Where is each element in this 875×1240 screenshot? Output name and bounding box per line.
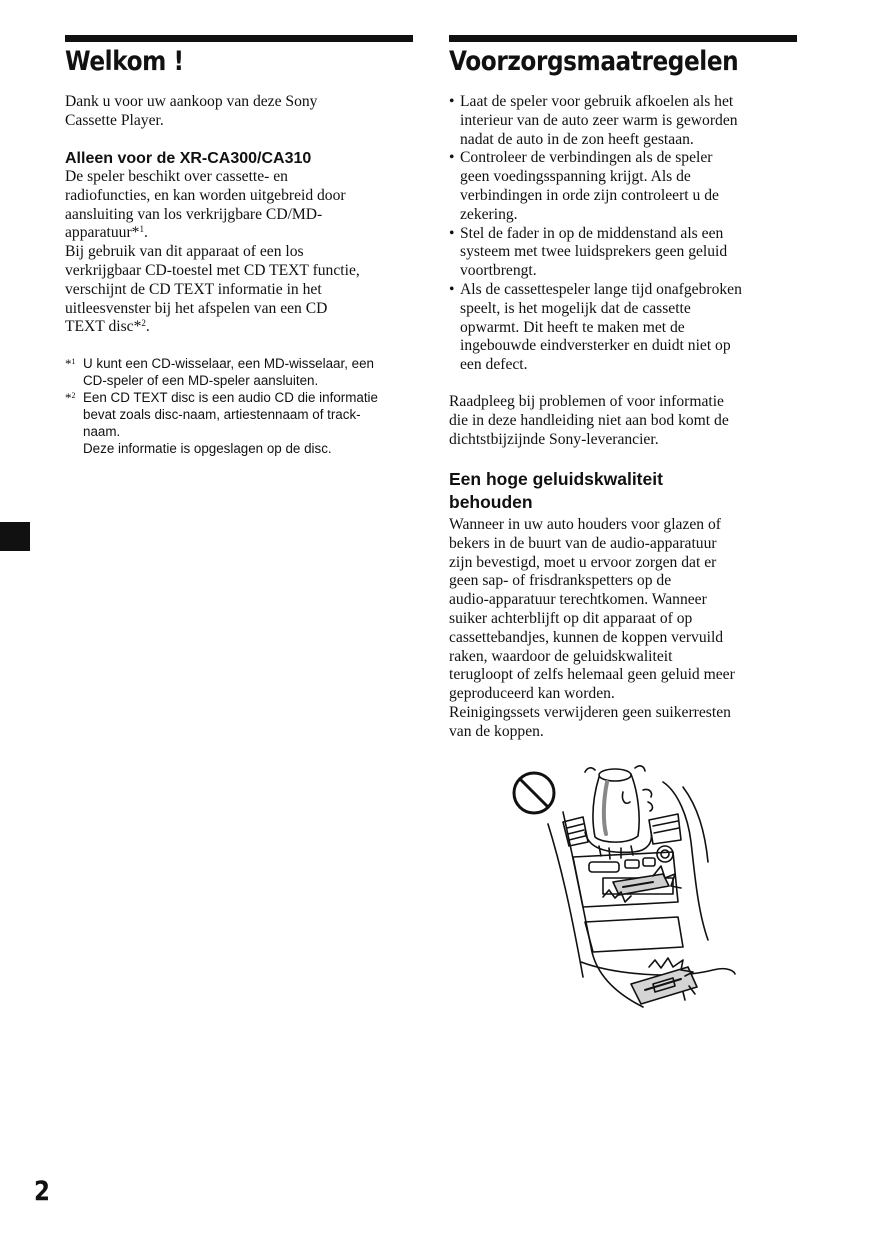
model-paragraph: De speler beschikt over cassette- en radiofuncties, en kan worden uitgebreid door aansluiting van los verkrijgbare CD/MD- apparatuur*$^1$. Bij gebruik van dit apparaat of een los verkrijgbaar CD-toestel met CD TEXT functie, verschijnt de CD TEXT informatie in het uitleesvenster bij het afspelen van een CD TEXT disc*$^2$. xyxy=(65,168,360,336)
section-tab-marker xyxy=(0,522,30,551)
footnote-ref-1: 1 xyxy=(139,224,144,235)
quality-paragraph: Wanneer in uw auto houders voor glazen of bekers in de buurt van de audio-apparatuur zijn bevestigd, moet u ervoor zorgen dat er geen sap- of frisdrankspetters op de audio-apparatuur terechtkomen. Wanneer suiker achterblijft op dit apparaat of op cassettebandjes, kunnen de koppen vervuild raken, waardoor de geluidskwaliteit terugloopt of zelfs helemaal geen geluid meer geproduceerd kan worden. Reinigingssets verwijderen geen suikerresten van de koppen. xyxy=(449,516,735,740)
page-number: 2 xyxy=(34,1176,50,1207)
quality-heading: Een hoge geluidskwaliteit behouden xyxy=(449,469,663,512)
list-item: • Stel de fader in op de middenstand als een systeem met twee luidsprekers geen geluid voortbrengt. xyxy=(449,224,728,280)
intro-paragraph: Dank u voor uw aankoop van deze Sony Cassette Player. xyxy=(65,93,318,129)
list-item: • Controleer de verbindingen als de speler geen voedingsspanning krijgt. Als de verbindingen in orde zijn controleert u de zekering. xyxy=(449,149,719,223)
precautions-list xyxy=(449,93,797,375)
advice-paragraph: Raadpleeg bij problemen of voor informatie die in deze handleiding niet aan bod komt de dichtstbijzijnde Sony-leverancier. xyxy=(449,393,729,448)
no-drinks-near-car-audio-illustration-icon xyxy=(503,762,743,1014)
footnote-ref-2: 2 xyxy=(141,318,146,329)
precautions-title: Voorzorgsmaatregelen xyxy=(449,46,739,77)
list-item: • Laat de speler voor gebruik afkoelen als het interieur van de auto zeer warm is geworden nadat de auto in de zon heeft gestaan. xyxy=(449,93,738,148)
list-item: • Als de cassettespeler lange tijd onafgebroken speelt, is het mogelijk dat de cassette opwarmt. Dit heeft te maken met de ingebouwde eindversterker en duidt niet op een defect. xyxy=(449,280,742,374)
title-rule-right xyxy=(449,35,797,42)
model-heading: Alleen voor de XR-CA300/CA310 xyxy=(65,150,312,167)
welcome-title: Welkom ! xyxy=(65,46,184,77)
title-rule-left xyxy=(65,35,413,42)
